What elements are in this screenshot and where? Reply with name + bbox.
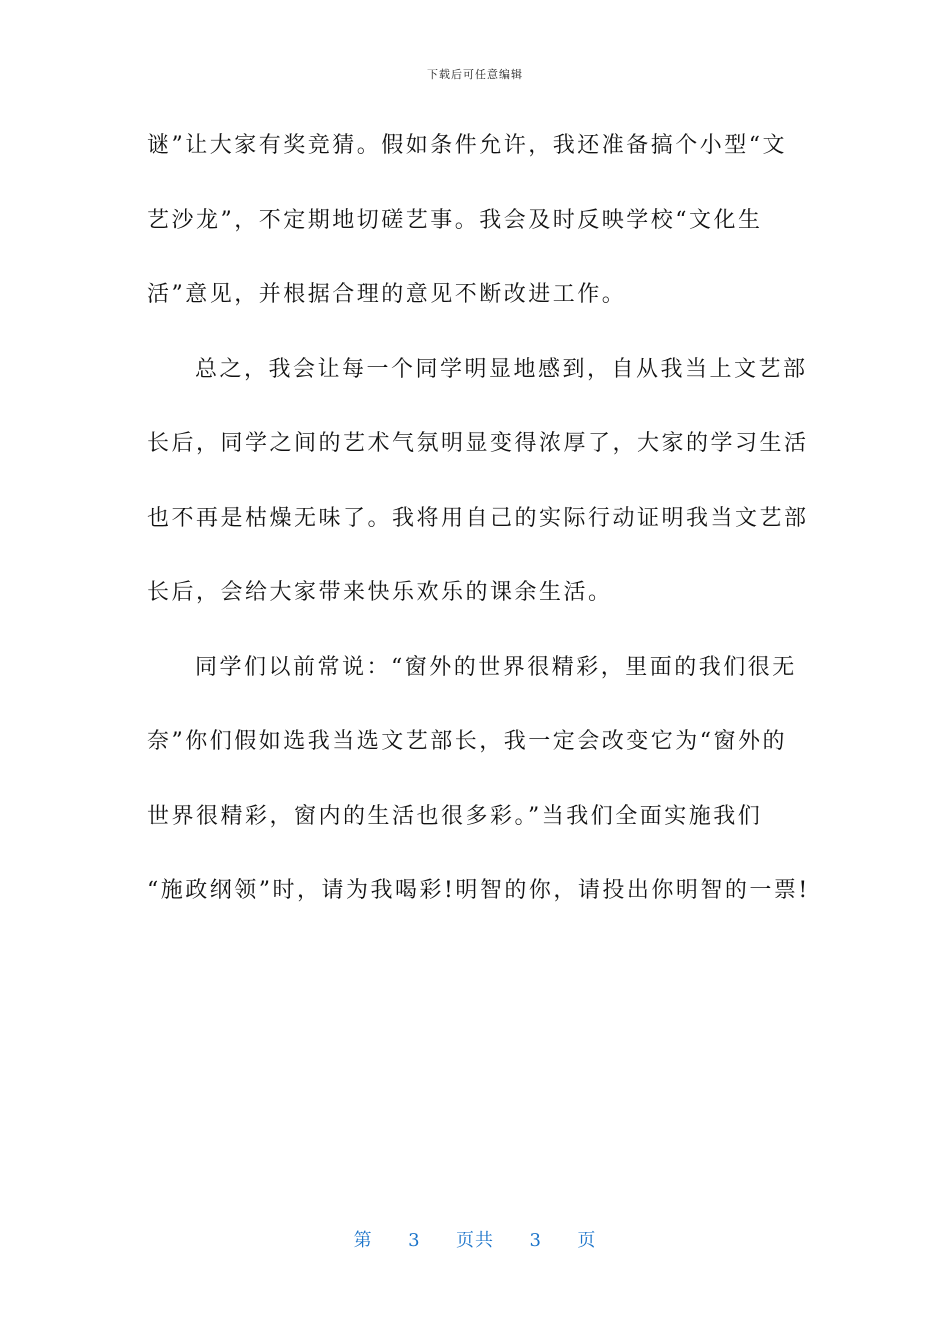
text-line: 也不再是枯燥无味了。我将用自己的实际行动证明我当文艺部 (147, 505, 809, 531)
page-label-prefix: 第 (353, 1230, 373, 1251)
document-body (147, 118, 810, 938)
text-line: 活”意见，并根据合理的意见不断改进工作。 (147, 282, 627, 307)
text-line: 艺沙龙”，不定期地切磋艺事。我会及时反映学校“文化生 (147, 207, 763, 233)
paragraph-start-line: 总之，我会让每一个同学明显地感到，自从我当上文艺部 (195, 356, 808, 382)
text-line: 谜”让大家有奖竞猜。假如条件允许，我还准备搞个小型“文 (147, 133, 787, 158)
page-header-note: 下载后可任意编辑 (427, 68, 523, 81)
total-page-number: 3 (529, 1230, 542, 1251)
page-label-suffix: 页 (577, 1230, 597, 1251)
current-page-number: 3 (408, 1230, 421, 1251)
text-line: 长后，同学之间的艺术气氛明显变得浓厚了，大家的学习生活 (147, 431, 809, 456)
text-line: “施政纲领”时，请为我喝彩!明智的你，请投出你明智的一票! (147, 878, 810, 903)
paragraph-start-line: 同学们以前常说：“窗外的世界很精彩，里面的我们很无 (195, 654, 797, 680)
page-label-mid: 页共 (456, 1230, 494, 1251)
text-line: 长后，会给大家带来快乐欢乐的课余生活。 (147, 580, 613, 605)
text-line: 奈”你们假如选我当选文艺部长，我一定会改变它为“窗外的 (147, 729, 787, 754)
text-line: 世界很精彩，窗内的生活也很多彩。”当我们全面实施我们 (147, 803, 763, 829)
page-footer (0, 1226, 950, 1252)
